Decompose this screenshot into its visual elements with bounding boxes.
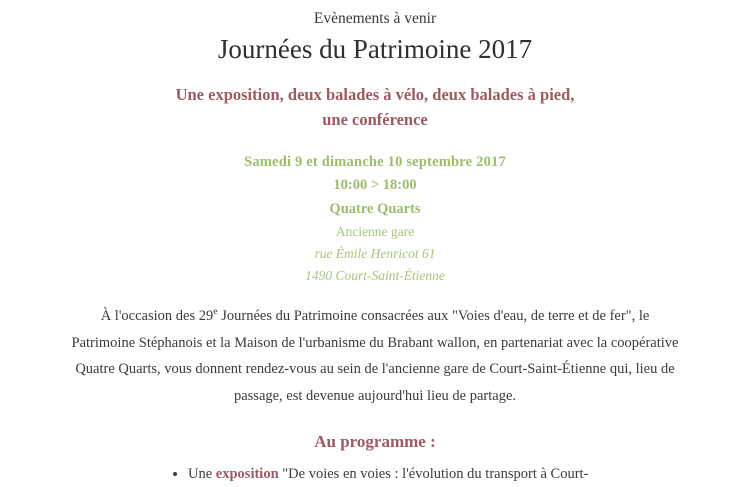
program-heading: Au programme :: [314, 431, 436, 451]
event-venue: Quatre Quarts: [329, 200, 421, 217]
event-hours: 10:00 > 18:00: [333, 177, 417, 194]
page-kicker: Evènements à venir: [313, 10, 437, 27]
page-title: Journées du Patrimoine 2017: [217, 34, 533, 65]
subtitle-line-2: une conférence: [322, 110, 428, 130]
program-item-prefix: Une: [188, 465, 216, 482]
program-list: [70, 462, 680, 487]
list-item: [188, 462, 680, 487]
program-item-emphasis: exposition: [215, 465, 279, 482]
subtitle-line-1: Une exposition, deux balades à vélo, deux balades à pied,: [175, 84, 575, 104]
intro-ordinal: e: [213, 305, 218, 317]
event-address-street: rue Émile Henricot 61: [314, 246, 436, 261]
intro-part-2: Journées du Patrimoine consacrées aux "Voies d'eau, de terre et de fer", le Patrimoine Stéphanois et la Maison de l'urbanisme du Brabant wallon, en partenariat avec la coopérative Quatre Quarts, vous donnent rendez-vous au sein de l'ancienne gare de Court-Saint-Étienne qui, lieu de passage, est devenue aujourd'hui lieu de partage.: [71, 307, 679, 405]
program-item-suffix: "De voies en voies : l'évolution du transport à Court-: [278, 465, 589, 482]
event-address-city: 1490 Court-Saint-Étienne: [305, 267, 445, 283]
page-subtitle: [70, 82, 680, 133]
event-details: [70, 151, 680, 287]
event-venue-detail: Ancienne gare: [335, 224, 415, 240]
intro-part-1: À l'occasion des 29: [100, 307, 214, 324]
intro-paragraph: [70, 303, 680, 410]
event-dates: Samedi 9 et dimanche 10 septembre 2017: [244, 153, 506, 170]
